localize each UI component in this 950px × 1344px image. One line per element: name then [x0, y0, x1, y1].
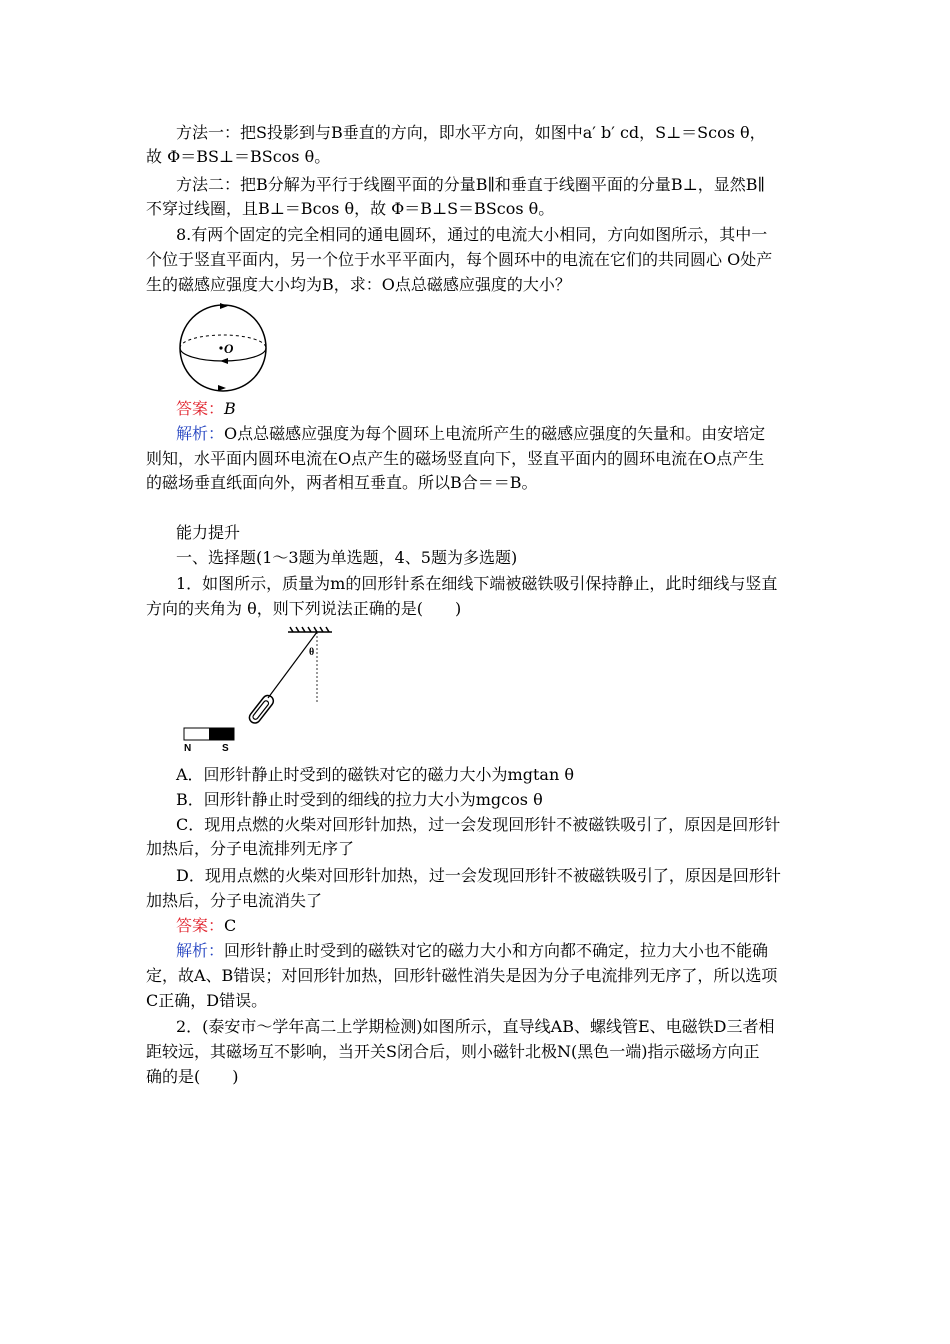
- analysis8-label: 解析：: [176, 424, 225, 443]
- method1-line2: 故 Φ＝BS⊥＝BScos θ。: [146, 147, 331, 166]
- magnet-s-label: S: [222, 743, 229, 754]
- question8-line3: 生的磁感应强度大小均为B，求：O点总磁感应强度的大小？: [146, 275, 571, 294]
- analysis8-line1: [176, 423, 765, 445]
- option-b: B．回形针静止时受到的细线的拉力大小为mgcos θ: [176, 790, 543, 809]
- paperclip-magnet-figure: [180, 626, 340, 756]
- analysis1-label: 解析：: [176, 941, 225, 960]
- question1-line1: 1．如图所示，质量为m的回形针系在细线下端被磁铁吸引保持静止，此时细线与竖直: [176, 574, 778, 593]
- analysis8-text1: O点总磁感应强度为每个圆环上电流所产生的磁感应强度的矢量和。由安培定: [224, 424, 766, 443]
- section-subtitle: 一、选择题(1～3题为单选题，4、5题为多选题): [176, 548, 518, 567]
- magnet-s-pole: [209, 728, 234, 740]
- option-c-line1: C．现用点燃的火柴对回形针加热，过一会发现回形针不被磁铁吸引了，原因是回形针: [176, 815, 781, 834]
- method1-line1: 方法一：把S投影到与B垂直的方向，即水平方向，如图中a′ b′ cd，S⊥＝Scos θ，: [176, 123, 766, 142]
- center-label: O: [224, 341, 234, 356]
- horizontal-current-arrow-icon: [220, 358, 228, 364]
- question2-line2: 距较远，其磁场互不影响，当开关S闭合后，则小磁针北极N(黑色一端)指示磁场方向正: [146, 1042, 760, 1061]
- thread-line: [268, 632, 317, 698]
- method2-line2: 不穿过线圈，且B⊥＝Bcos θ，故 Φ＝B⊥S＝BScos θ。: [146, 199, 555, 218]
- analysis1-line1: [176, 940, 768, 962]
- bottom-current-arrow-icon: [218, 385, 226, 391]
- answer8: [176, 398, 236, 420]
- analysis1-line2: 定，故A、B错误；对回形针加热，回形针磁性消失是因为分子电流排列无序了，所以选项: [146, 966, 778, 985]
- paperclip-icon: [247, 693, 275, 725]
- answer1: [176, 915, 236, 937]
- horizontal-ring-back-dashed: [180, 335, 266, 348]
- section-title: 能力提升: [176, 523, 241, 542]
- analysis8-line2: 则知，水平面内圆环电流在O点产生的磁场竖直向下，竖直平面内的圆环电流在O点产生: [146, 449, 765, 468]
- option-d-line1: D．现用点燃的火柴对回形针加热，过一会发现回形针不被磁铁吸引了，原因是回形针: [176, 866, 781, 885]
- option-c-line2: 加热后，分子电流排列无序了: [146, 839, 355, 858]
- question1-line2: 方向的夹角为 θ，则下列说法正确的是( ): [146, 599, 462, 618]
- option-d-line2: 加热后，分子电流消失了: [146, 891, 323, 910]
- option-a: A．回形针静止时受到的磁铁对它的磁力大小为mgtan θ: [176, 765, 574, 784]
- top-current-arrow-icon: [220, 303, 228, 309]
- method2-line1: 方法二：把B分解为平行于线圈平面的分量B∥和垂直于线圈平面的分量B⊥，显然B∥: [176, 175, 765, 194]
- question8-line2: 个位于竖直平面内，另一个位于水平平面内，每个圆环中的电流在它们的共同圆心 O处产: [146, 250, 773, 269]
- horizontal-ring-front: [180, 348, 266, 361]
- question2-line1: 2．(泰安市～学年高二上学期检测)如图所示，直导线AB、螺线管E、电磁铁D三者相: [176, 1017, 775, 1036]
- analysis1-text1: 回形针静止时受到的磁铁对它的磁力大小和方向都不确定，拉力大小也不能确: [224, 941, 769, 960]
- question8-line1: 8.有两个固定的完全相同的通电圆环，通过的电流大小相同，方向如图所示，其中一: [176, 225, 768, 244]
- two-rings-figure: [176, 302, 270, 394]
- magnet-n-label: N: [184, 743, 192, 754]
- analysis8-line3: 的磁场垂直纸面向外，两者相互垂直。所以B合＝＝B。: [146, 473, 538, 492]
- answer8-label: 答案：: [176, 399, 225, 418]
- center-point: [219, 346, 222, 349]
- answer1-label: 答案：: [176, 916, 225, 935]
- question2-line3: 确的是( ): [146, 1067, 239, 1086]
- answer1-value: C: [224, 916, 237, 935]
- vertical-ring-circle: [180, 305, 266, 391]
- analysis1-line3: C正确，D错误。: [146, 991, 268, 1010]
- angle-label: θ: [309, 647, 315, 658]
- answer8-value: B: [224, 399, 236, 418]
